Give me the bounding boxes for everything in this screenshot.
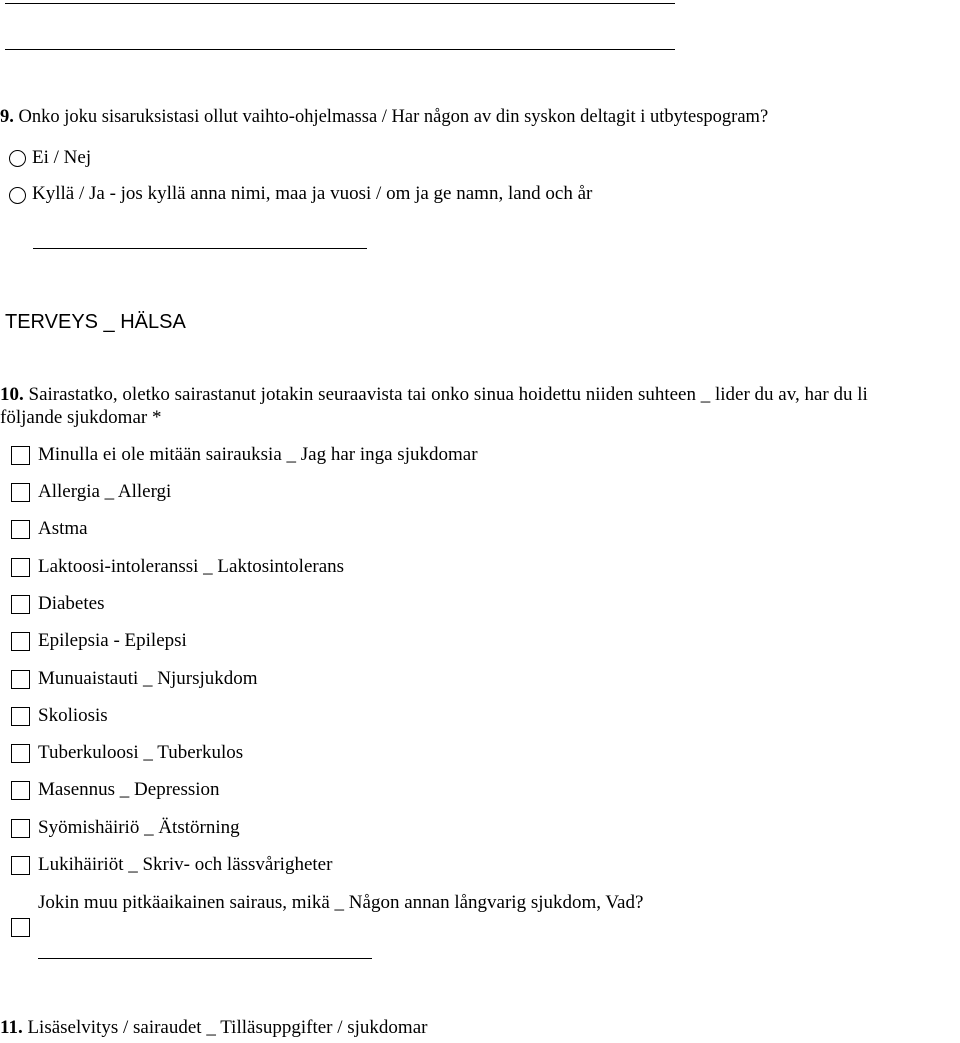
question-9 xyxy=(0,106,768,128)
checkbox-skoliosis[interactable] xyxy=(11,707,30,726)
answer-line-q9[interactable] xyxy=(33,248,367,249)
question-11-text: Lisäselvitys / sairaudet _ Tilläsuppgifter / sjukdomar xyxy=(22,1017,428,1038)
question-9-text: Onko joku sisaruksistasi ollut vaihto-ohjelmassa / Har någon av din syskon deltagit i utbytespogram? xyxy=(13,107,769,127)
checkbox-syomishairio[interactable] xyxy=(11,819,30,838)
checkbox-allergia[interactable] xyxy=(11,483,30,502)
question-9-number: 9. xyxy=(0,107,14,127)
checkbox-no-illness[interactable] xyxy=(11,446,30,465)
question-11 xyxy=(0,1016,427,1039)
checkbox-other-illness[interactable] xyxy=(11,918,30,937)
section-title: TERVEYS _ HÄLSA xyxy=(5,311,186,333)
question-10-text-line1: Sairastatko, oletko sairastanut jotakin seuraavista tai onko sinua hoidettu niiden suhteen _ lider du av, har du li xyxy=(23,384,868,405)
checkbox-epilepsia[interactable] xyxy=(11,632,30,651)
answer-line-top-2[interactable] xyxy=(5,49,675,50)
checkbox-laktoosi[interactable] xyxy=(11,558,30,577)
option-label-kylla-ja: Kyllä / Ja - jos kyllä anna nimi, maa ja vuosi / om ja ge namn, land och år xyxy=(32,183,593,204)
answer-line-other-illness[interactable] xyxy=(38,958,372,959)
radio-kylla-ja[interactable] xyxy=(9,187,26,204)
option-label-diabetes: Diabetes xyxy=(38,593,105,614)
question-10-number: 10. xyxy=(0,384,24,405)
option-label-allergia: Allergia _ Allergi xyxy=(38,481,172,502)
option-label-lukihairiot: Lukihäiriöt _ Skriv- och lässvårigheter xyxy=(38,854,333,875)
option-label-syomishairio: Syömishäiriö _ Ätstörning xyxy=(38,817,240,838)
option-label-ei-nej: Ei / Nej xyxy=(32,147,92,168)
option-label-other-illness: Jokin muu pitkäaikainen sairaus, mikä _ Någon annan långvarig sjukdom, Vad? xyxy=(38,892,644,913)
option-label-no-illness: Minulla ei ole mitään sairauksia _ Jag har inga sjukdomar xyxy=(38,444,478,465)
option-label-epilepsia: Epilepsia - Epilepsi xyxy=(38,630,187,651)
question-10-text-line2: följande sjukdomar * xyxy=(0,407,162,428)
question-11-number: 11. xyxy=(0,1017,23,1038)
question-10 xyxy=(0,383,960,429)
checkbox-tuberkuloosi[interactable] xyxy=(11,744,30,763)
option-label-laktoosi: Laktoosi-intoleranssi _ Laktosintolerans xyxy=(38,556,345,577)
checkbox-masennus[interactable] xyxy=(11,781,30,800)
option-label-masennus: Masennus _ Depression xyxy=(38,779,220,800)
checkbox-diabetes[interactable] xyxy=(11,595,30,614)
option-label-tuberkuloosi: Tuberkuloosi _ Tuberkulos xyxy=(38,742,244,763)
checkbox-lukihairiot[interactable] xyxy=(11,856,30,875)
radio-ei-nej[interactable] xyxy=(9,150,26,167)
option-label-astma: Astma xyxy=(38,518,88,539)
option-label-munuaistauti: Munuaistauti _ Njursjukdom xyxy=(38,668,258,689)
answer-line-top-1[interactable] xyxy=(5,3,675,4)
checkbox-munuaistauti[interactable] xyxy=(11,670,30,689)
checkbox-astma[interactable] xyxy=(11,520,30,539)
option-label-skoliosis: Skoliosis xyxy=(38,705,108,726)
